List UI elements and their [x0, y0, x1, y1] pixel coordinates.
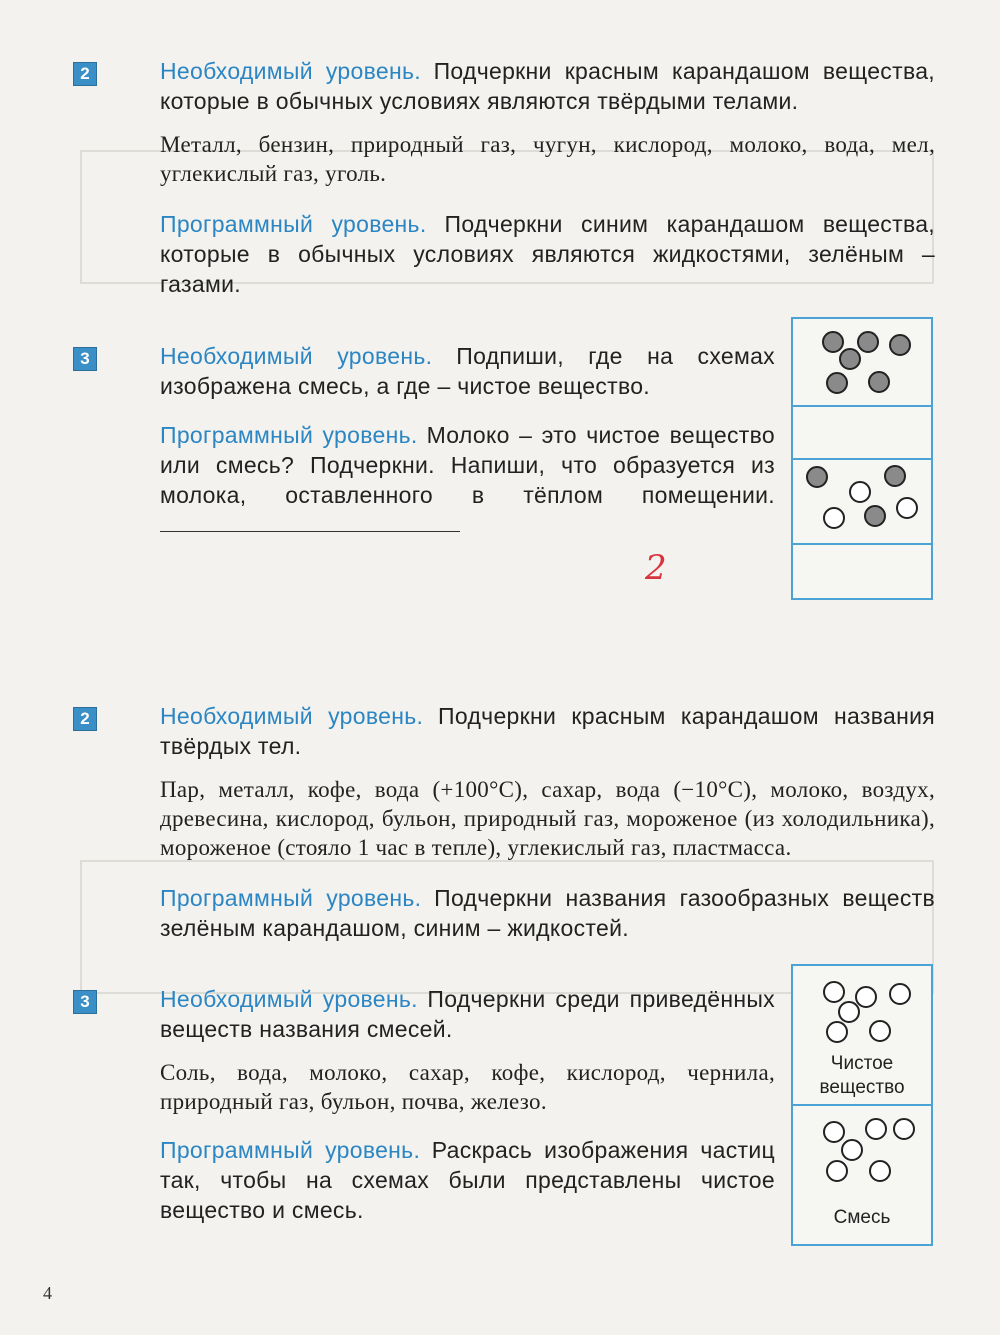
substance-list: Металл, бензин, природный газ, чугун, кислород, молоко, вода, мел, углекислый газ, уголь.: [160, 132, 935, 186]
scheme-box-bottom: [791, 964, 933, 1246]
level-label: Необходимый уровень.: [160, 986, 418, 1012]
task-number-badge: 3: [73, 990, 97, 1014]
task-instruction: Подпиши, где на схемах изображена смесь, а где – чистое вещество.: [160, 343, 775, 399]
answer-line[interactable]: [160, 530, 460, 532]
task-instruction: Подчеркни синим карандашом вещества, которые в обычных условиях являются жидкостями, зелёным – газами.: [160, 211, 935, 297]
page-number: 4: [43, 1283, 52, 1303]
level-label: Программный уровень.: [160, 1137, 421, 1163]
scheme-cell-2[interactable]: [793, 460, 931, 545]
scheme-cell-pure[interactable]: [793, 966, 931, 1106]
task-instruction: Подчеркни среди приведённых веществ названия смесей.: [160, 986, 775, 1042]
task-instruction: Подчеркни красным карандашом названия твёрдых тел.: [160, 703, 935, 759]
task-number-badge: 2: [73, 62, 97, 86]
task-3-block: [160, 342, 775, 540]
task-instruction: Раскрась изображения частиц так, чтобы на схемах были представлены чистое вещество и смесь.: [160, 1137, 775, 1223]
level-label: Необходимый уровень.: [160, 58, 421, 84]
scheme-label-mixture: Смесь: [833, 1207, 891, 1228]
task-instruction: Подчеркни названия газообразных веществ зелёным карандашом, синим – жидкостей.: [160, 885, 935, 941]
task-2-block: [160, 57, 935, 300]
task-instruction: Молоко – это чистое вещество или смесь? Подчеркни. Напиши, что образуется из молока, оставленного в тёплом помещении.: [160, 422, 775, 508]
task-2-block: [160, 702, 935, 944]
level-label: Необходимый уровень.: [160, 343, 433, 369]
scheme-label-cell-2[interactable]: [793, 545, 931, 598]
task-3-block: [160, 985, 775, 1226]
substance-list: Пар, металл, кофе, вода (+100°С), сахар, вода (−10°С), молоко, воздух, древесина, кислород, бульон, природный газ, мороженое (из холодильника), мороженое (стояло 1 час в тепле), углекислый газ, пластмасса.: [160, 777, 935, 860]
scheme-cell-mixture[interactable]: [793, 1106, 931, 1244]
task-instruction: Подчеркни красным карандашом вещества, которые в обычных условиях являются твёрдыми телами.: [160, 58, 935, 114]
scheme-label-pure: Чистое вещество: [819, 1053, 905, 1098]
level-label: Программный уровень.: [160, 422, 418, 448]
handwritten-grade: 2: [645, 548, 667, 588]
level-label: Программный уровень.: [160, 885, 422, 911]
level-label: Необходимый уровень.: [160, 703, 424, 729]
scheme-label-cell-1[interactable]: [793, 407, 931, 460]
scheme-cell-1[interactable]: [793, 319, 931, 407]
scheme-box-top: [791, 317, 933, 600]
substance-list: Соль, вода, молоко, сахар, кофе, кислород, чернила, природный газ, бульон, почва, железо.: [160, 1060, 775, 1114]
task-number-badge: 3: [73, 347, 97, 371]
level-label: Программный уровень.: [160, 211, 427, 237]
task-number-badge: 2: [73, 707, 97, 731]
